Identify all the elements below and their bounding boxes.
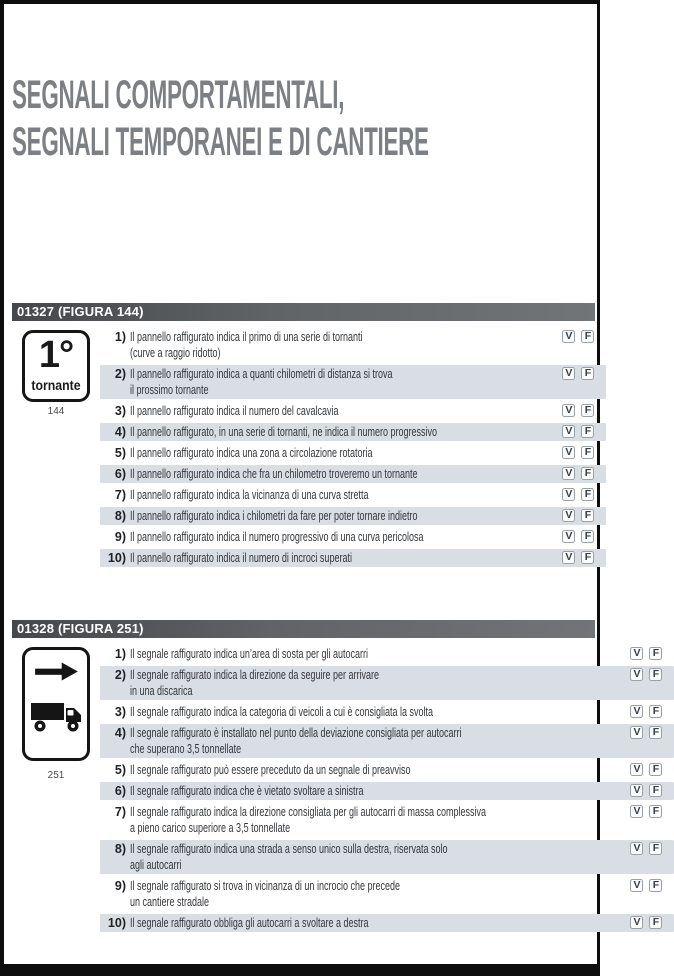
answer-boxes	[562, 330, 594, 343]
tornante-sign	[22, 330, 90, 402]
figure-column	[12, 328, 100, 567]
vero-checkbox[interactable]: V	[562, 330, 575, 343]
answer-boxes	[630, 705, 662, 718]
question-text-line: Il segnale raffigurato indica la direzione consigliata per gli autocarri di massa complessiva	[130, 805, 487, 819]
falso-checkbox[interactable]: F	[649, 784, 662, 797]
question-text	[130, 529, 556, 545]
question-text-line: Il pannello raffigurato indica la vicinanza di una curva stretta	[130, 488, 369, 502]
vero-checkbox[interactable]: V	[562, 488, 575, 501]
falso-checkbox[interactable]: F	[649, 805, 662, 818]
question-text	[130, 704, 624, 720]
question-text-line: Il segnale raffigurato indica una strada a senso unico sulla destra, riservata solo	[130, 842, 448, 856]
question-number: 1)	[114, 647, 126, 661]
question-number: 8)	[114, 842, 126, 856]
question-text	[130, 366, 556, 398]
question-text	[130, 762, 624, 778]
falso-checkbox[interactable]: F	[581, 509, 594, 522]
vero-checkbox[interactable]: V	[630, 842, 643, 855]
question-text-line: che superano 3,5 tonnellate	[130, 742, 242, 756]
falso-checkbox[interactable]: F	[581, 467, 594, 480]
question-text-line: un cantiere stradale	[130, 895, 210, 909]
question-row	[100, 328, 606, 362]
answer-boxes	[630, 668, 662, 681]
vero-checkbox[interactable]: V	[562, 530, 575, 543]
question-number: 2)	[114, 668, 126, 682]
vero-checkbox[interactable]: V	[562, 425, 575, 438]
question-number: 4)	[114, 726, 126, 740]
falso-checkbox[interactable]: F	[649, 668, 662, 681]
question-row	[100, 365, 606, 399]
question-row	[100, 549, 606, 567]
vero-checkbox[interactable]: V	[630, 879, 643, 892]
question-text-line: agli autocarri	[130, 858, 182, 872]
falso-checkbox[interactable]: F	[649, 879, 662, 892]
question-text	[130, 329, 556, 361]
question-number: 10)	[107, 916, 126, 930]
question-text-line: a pieno carico superiore a 3,5 tonnellate	[130, 821, 291, 835]
question-list	[100, 328, 606, 567]
vero-checkbox[interactable]: V	[630, 763, 643, 776]
question-text	[130, 804, 624, 836]
answer-boxes	[630, 763, 662, 776]
question-number: 3)	[114, 705, 126, 719]
section-header-01327	[12, 303, 595, 321]
falso-checkbox[interactable]: F	[581, 367, 594, 380]
vero-checkbox[interactable]: V	[562, 467, 575, 480]
falso-checkbox[interactable]: F	[581, 404, 594, 417]
question-row	[100, 645, 674, 663]
question-text-line: Il segnale raffigurato indica che è vietato svoltare a sinistra	[130, 784, 364, 798]
falso-checkbox[interactable]: F	[649, 647, 662, 660]
answer-boxes	[630, 784, 662, 797]
answer-boxes	[562, 467, 594, 480]
question-text	[130, 550, 556, 566]
question-text-line: Il segnale raffigurato indica la categoria di veicoli a cui è consigliata la svolta	[130, 705, 434, 719]
question-text	[130, 445, 556, 461]
truck-icon	[25, 701, 87, 733]
question-text-line: Il pannello raffigurato indica il numero del cavalcavia	[130, 404, 339, 418]
question-row	[100, 724, 674, 758]
answer-boxes	[562, 425, 594, 438]
answer-boxes	[562, 551, 594, 564]
question-number: 9)	[114, 530, 126, 544]
question-row	[100, 666, 674, 700]
truck-direction-sign	[22, 647, 90, 761]
answer-boxes	[630, 879, 662, 892]
question-text-line: Il pannello raffigurato, in una serie di tornanti, ne indica il numero progressivo	[130, 425, 438, 439]
vero-checkbox[interactable]: V	[562, 446, 575, 459]
section-01327	[12, 303, 595, 567]
question-row	[100, 402, 606, 420]
falso-checkbox[interactable]: F	[581, 446, 594, 459]
falso-checkbox[interactable]: F	[581, 530, 594, 543]
answer-boxes	[630, 916, 662, 929]
falso-checkbox[interactable]: F	[649, 916, 662, 929]
question-text-line: (curve a raggio ridotto)	[130, 346, 221, 360]
falso-checkbox[interactable]: F	[581, 551, 594, 564]
vero-checkbox[interactable]: V	[630, 784, 643, 797]
section-header-label: 01328 (FIGURA 251)	[17, 621, 144, 636]
falso-checkbox[interactable]: F	[581, 330, 594, 343]
falso-checkbox[interactable]: F	[649, 763, 662, 776]
question-row	[100, 840, 674, 874]
question-number: 2)	[114, 367, 126, 381]
question-number: 4)	[114, 425, 126, 439]
question-text-line: Il pannello raffigurato indica il numero progressivo di una curva pericolosa	[130, 530, 424, 544]
right-arrow-icon	[25, 662, 87, 681]
question-number: 9)	[114, 879, 126, 893]
page-title	[12, 72, 429, 166]
answer-boxes	[562, 530, 594, 543]
question-row	[100, 914, 674, 932]
question-number: 8)	[114, 509, 126, 523]
vero-checkbox[interactable]: V	[630, 647, 643, 660]
falso-checkbox[interactable]: F	[649, 726, 662, 739]
question-row	[100, 528, 606, 546]
question-row	[100, 507, 606, 525]
answer-boxes	[562, 509, 594, 522]
question-text	[130, 725, 624, 757]
answer-boxes	[630, 805, 662, 818]
section-body	[12, 645, 660, 932]
vero-checkbox[interactable]: V	[630, 705, 643, 718]
question-text-line: in una discarica	[130, 684, 193, 698]
question-text-line: Il pannello raffigurato indica il primo di una serie di tornanti	[130, 330, 363, 344]
question-text-line: Il pannello raffigurato indica che fra un chilometro troveremo un tornante	[130, 467, 418, 481]
vero-checkbox[interactable]: V	[630, 805, 643, 818]
question-list	[100, 645, 674, 932]
question-text-line: Il pannello raffigurato indica una zona a circolazione rotatoria	[130, 446, 373, 460]
falso-checkbox[interactable]: F	[581, 425, 594, 438]
section-body	[12, 328, 595, 567]
question-row	[100, 803, 674, 837]
answer-boxes	[630, 647, 662, 660]
question-text-line: Il segnale raffigurato indica un’area di sosta per gli autocarri	[130, 647, 368, 661]
question-number: 10)	[107, 551, 126, 565]
question-row	[100, 465, 606, 483]
question-row	[100, 761, 674, 779]
tornante-sign-word: tornante	[31, 377, 81, 393]
question-text-line: Il pannello raffigurato indica a quanti chilometri di distanza si trova	[130, 367, 393, 381]
section-header-01328	[12, 620, 595, 638]
question-row	[100, 423, 606, 441]
page-title-line-1: SEGNALI COMPORTAMENTALI,	[12, 73, 345, 117]
question-text-line: Il segnale raffigurato indica la direzione da seguire per arrivare	[130, 668, 379, 682]
answer-boxes	[562, 446, 594, 459]
question-number: 7)	[114, 805, 126, 819]
vero-checkbox[interactable]: V	[630, 668, 643, 681]
question-row	[100, 444, 606, 462]
vero-checkbox[interactable]: V	[630, 916, 643, 929]
figure-number: 144	[47, 406, 65, 417]
answer-boxes	[630, 842, 662, 855]
question-text-line: Il pannello raffigurato indica i chilometri da fare per poter tornare indietro	[130, 509, 418, 523]
figure-number: 251	[47, 770, 65, 781]
falso-checkbox[interactable]: F	[649, 705, 662, 718]
falso-checkbox[interactable]: F	[649, 842, 662, 855]
question-text	[130, 667, 624, 699]
question-text	[130, 915, 624, 931]
question-text	[130, 466, 556, 482]
vero-checkbox[interactable]: V	[630, 726, 643, 739]
question-text	[130, 878, 624, 910]
vero-checkbox[interactable]: V	[562, 404, 575, 417]
question-row	[100, 703, 674, 721]
question-row	[100, 486, 606, 504]
question-text	[130, 403, 556, 419]
question-text	[130, 508, 556, 524]
question-number: 1)	[114, 330, 126, 344]
answer-boxes	[630, 726, 662, 739]
question-text-line: Il pannello raffigurato indica il numero di incroci superati	[130, 551, 352, 565]
question-row	[100, 877, 674, 911]
question-text-line: Il segnale raffigurato è installato nel punto della deviazione consigliata per autocarri	[130, 726, 462, 740]
vero-checkbox[interactable]: V	[562, 509, 575, 522]
question-text	[130, 424, 556, 440]
falso-checkbox[interactable]: F	[581, 488, 594, 501]
question-text-line: Il segnale raffigurato obbliga gli autocarri a svoltare a destra	[130, 916, 369, 930]
section-header-label: 01327 (FIGURA 144)	[17, 304, 144, 319]
question-text-line: Il segnale raffigurato può essere preceduto da un segnale di preavviso	[130, 763, 411, 777]
question-number: 7)	[114, 488, 126, 502]
question-number: 6)	[114, 467, 126, 481]
vero-checkbox[interactable]: V	[562, 367, 575, 380]
question-number: 5)	[114, 763, 126, 777]
answer-boxes	[562, 404, 594, 417]
question-row	[100, 782, 674, 800]
vero-checkbox[interactable]: V	[562, 551, 575, 564]
tornante-sign-number: 1°	[38, 334, 74, 376]
section-01328	[12, 620, 660, 932]
question-number: 5)	[114, 446, 126, 460]
question-text-line: Il segnale raffigurato si trova in vicinanza di un incrocio che precede	[130, 879, 400, 893]
question-text	[130, 487, 556, 503]
answer-boxes	[562, 367, 594, 380]
question-text-line: il prossimo tornante	[130, 383, 209, 397]
question-number: 3)	[114, 404, 126, 418]
page-title-line-2: SEGNALI TEMPORANEI E DI CANTIERE	[12, 120, 429, 164]
question-text	[130, 783, 624, 799]
question-number: 6)	[114, 784, 126, 798]
question-text	[130, 646, 624, 662]
question-text	[130, 841, 624, 873]
answer-boxes	[562, 488, 594, 501]
figure-column	[12, 645, 100, 932]
